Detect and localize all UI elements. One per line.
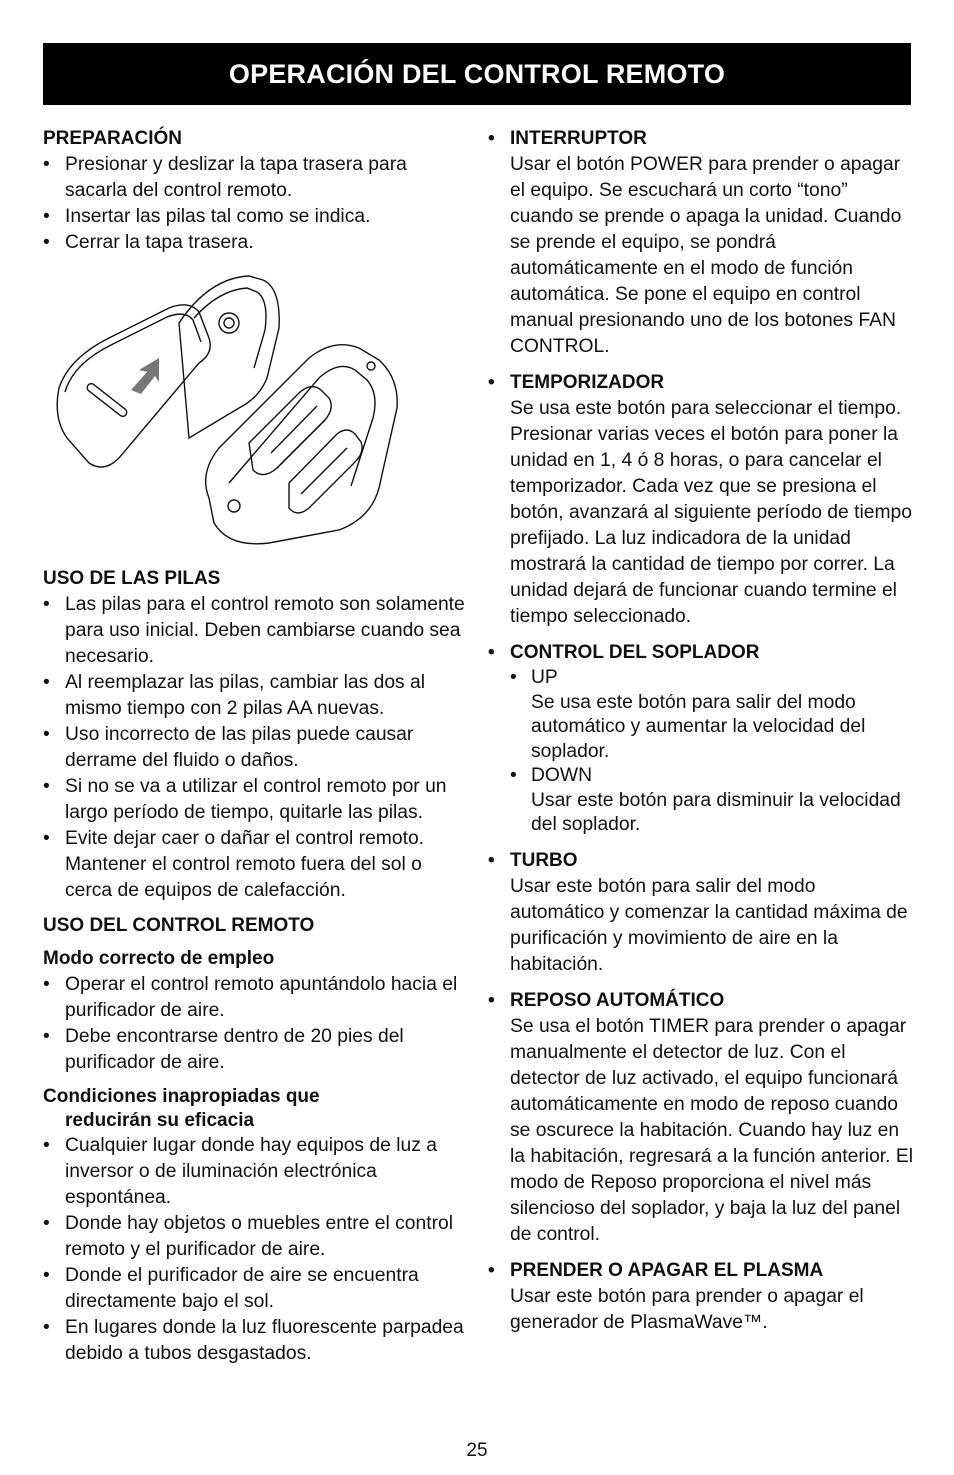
heading-uso-control: USO DEL CONTROL REMOTO — [43, 915, 315, 936]
text-down: Usar este botón para disminuir la velocidad del soplador. — [531, 789, 901, 835]
text-turbo: Usar este botón para salir del modo automático y comenzar la cantidad máxima de purificación y movimiento de aire en la habitación. — [510, 875, 908, 975]
heading-preparacion: PREPARACIÓN — [43, 128, 182, 149]
list-preparacion — [43, 152, 473, 256]
section-reposo: • REPOSO AUTOMÁTICO Se usa el botón TIMER para prender o apagar manualmente el detector de luz. Con el detector de luz activado, el equipo funcionará automáticamente en modo de reposo cuando se oscurece la habitación. Cuando hay luz en la habitación, regresará a la función anterior. El modo de Reposo proporciona el nivel más silencioso del soplador, y baja la luz del panel de control. — [488, 988, 914, 1248]
text-up: Se usa este botón para salir del modo automático y aumentar la velocidad del soplador. — [531, 691, 866, 762]
list-item: • Cerrar la tapa trasera. — [43, 230, 473, 256]
right-column — [488, 126, 914, 1336]
text-temporizador: Se usa este botón para seleccionar el tiempo. Presionar varias veces el botón para poner la unidad en 1, 4 ó 8 horas, o para cancelar el temporizador. Cada vez que se presiona el botón, avanzará al siguiente período de tiempo prefijado. La luz indicadora de la unidad mostrará la cantidad de tiempo por correr. La unidad dejará de funcionar cuando termine el tiempo seleccionado. — [510, 398, 912, 627]
list-item: • Insertar las pilas tal como se indica. — [43, 204, 473, 230]
heading-condiciones — [43, 1085, 473, 1133]
list-item-up — [510, 666, 914, 764]
section-turbo: • TURBO Usar este botón para salir del modo automático y comenzar la cantidad máxima de purificación y movimiento de aire en la habitación. — [488, 848, 914, 978]
list-uso-pilas — [43, 592, 473, 904]
list-item: • Las pilas para el control remoto son solamente para uso inicial. Deben cambiarse cuando sea necesario. — [43, 592, 473, 670]
heading-interruptor: INTERRUPTOR — [510, 128, 647, 149]
list-item: • Donde el purificador de aire se encuentra directamente bajo el sol. — [43, 1263, 473, 1315]
list-modo-empleo — [43, 972, 473, 1076]
title-banner — [43, 43, 911, 105]
remote-battery-illustration — [49, 268, 409, 548]
list-item: • Si no se va a utilizar el control remoto por un largo período de tiempo, quitarle las pilas. — [43, 774, 473, 826]
list-item: • Operar el control remoto apuntándolo hacia el purificador de aire. — [43, 972, 473, 1024]
label-up: UP — [531, 667, 558, 688]
heading-condiciones-line1: Condiciones inapropiadas que — [43, 1086, 320, 1107]
heading-reposo: REPOSO AUTOMÁTICO — [510, 989, 725, 1011]
list-item: • En lugares donde la luz fluorescente parpadea debido a tubos desgastados. — [43, 1315, 473, 1367]
list-item: • Donde hay objetos o muebles entre el control remoto y el purificador de aire. — [43, 1211, 473, 1263]
heading-modo-empleo: Modo correcto de empleo — [43, 948, 275, 969]
heading-condiciones-line2: reducirán su eficacia — [65, 1110, 255, 1131]
page-title: OPERACIÓN DEL CONTROL REMOTO — [228, 59, 726, 89]
heading-temporizador: TEMPORIZADOR — [510, 372, 665, 393]
section-interruptor: • INTERRUPTOR Usar el botón POWER para prender o apagar el equipo. Se escuchará un corto “tono” cuando se prende o apaga la unidad. Cuando se prende el equipo, se pondrá automáticamente en el modo de función automática. Se pone el equipo en control manual presionando uno de los botones FAN CONTROL. — [488, 126, 914, 360]
page-number: 25 — [466, 1440, 488, 1461]
heading-turbo: TURBO — [510, 849, 578, 871]
text-plasma: Usar este botón para prender o apagar el generador de PlasmaWave™. — [510, 1285, 864, 1333]
section-temporizador: • TEMPORIZADOR Se usa este botón para seleccionar el tiempo. Presionar varias veces el botón para poner la unidad en 1, 4 ó 8 horas, o para cancelar el temporizador. Cada vez que se presiona el botón, avanzará al siguiente período de tiempo prefijado. La luz indicadora de la unidad mostrará la cantidad de tiempo por correr. La unidad dejará de funcionar cuando termine el tiempo seleccionado. — [488, 370, 914, 630]
left-column — [43, 126, 473, 1367]
list-item: • Al reemplazar las pilas, cambiar las dos al mismo tiempo con 2 pilas AA nuevas. — [43, 670, 473, 722]
text-interruptor: Usar el botón POWER para prender o apagar el equipo. Se escuchará un corto “tono” cuando se prende o apaga la unidad. Cuando se prende el equipo, se pondrá automáticamente en el modo de función automática. Se pone el equipo en control manual presionando uno de los botones FAN CONTROL. — [510, 154, 902, 357]
section-plasma: • PRENDER O APAGAR EL PLASMA Usar este botón para prender o apagar el generador de PlasmaWave™. — [488, 1258, 914, 1336]
list-condiciones — [43, 1133, 473, 1367]
label-down: DOWN — [531, 765, 593, 786]
list-soplador — [510, 666, 914, 838]
list-item: • Presionar y deslizar la tapa trasera para sacarla del control remoto. — [43, 152, 473, 204]
list-item: • Cualquier lugar donde hay equipos de luz a inversor o de iluminación electrónica espontánea. — [43, 1133, 473, 1211]
list-item: • Evite dejar caer o dañar el control remoto. Mantener el control remoto fuera del sol o cerca de equipos de calefacción. — [43, 826, 473, 904]
section-control-soplador: • CONTROL DEL SOPLADOR • UP Se usa este botón para salir del modo automático y aumentar la velocidad del soplador. • DOWN Usar este botón para disminuir la velocidad del soplador. — [488, 640, 914, 838]
text-reposo: Se usa el botón TIMER para prender o apagar manualmente el detector de luz. Con el detector de luz activado, el equipo funcionará automáticamente en modo de reposo cuando se oscurece la habitación. Cuando hay luz en la habitación, regresará a la función anterior. El modo de Reposo proporciona el nivel más silencioso del soplador, y baja la luz del panel de control. — [510, 1015, 914, 1245]
list-item: • Debe encontrarse dentro de 20 pies del purificador de aire. — [43, 1024, 473, 1076]
heading-uso-pilas: USO DE LAS PILAS — [43, 568, 221, 589]
list-item-down — [510, 764, 914, 838]
list-item: • Uso incorrecto de las pilas puede causar derrame del fluido o daños. — [43, 722, 473, 774]
heading-plasma: PRENDER O APAGAR EL PLASMA — [510, 1259, 824, 1281]
heading-control-soplador: CONTROL DEL SOPLADOR — [510, 642, 760, 663]
